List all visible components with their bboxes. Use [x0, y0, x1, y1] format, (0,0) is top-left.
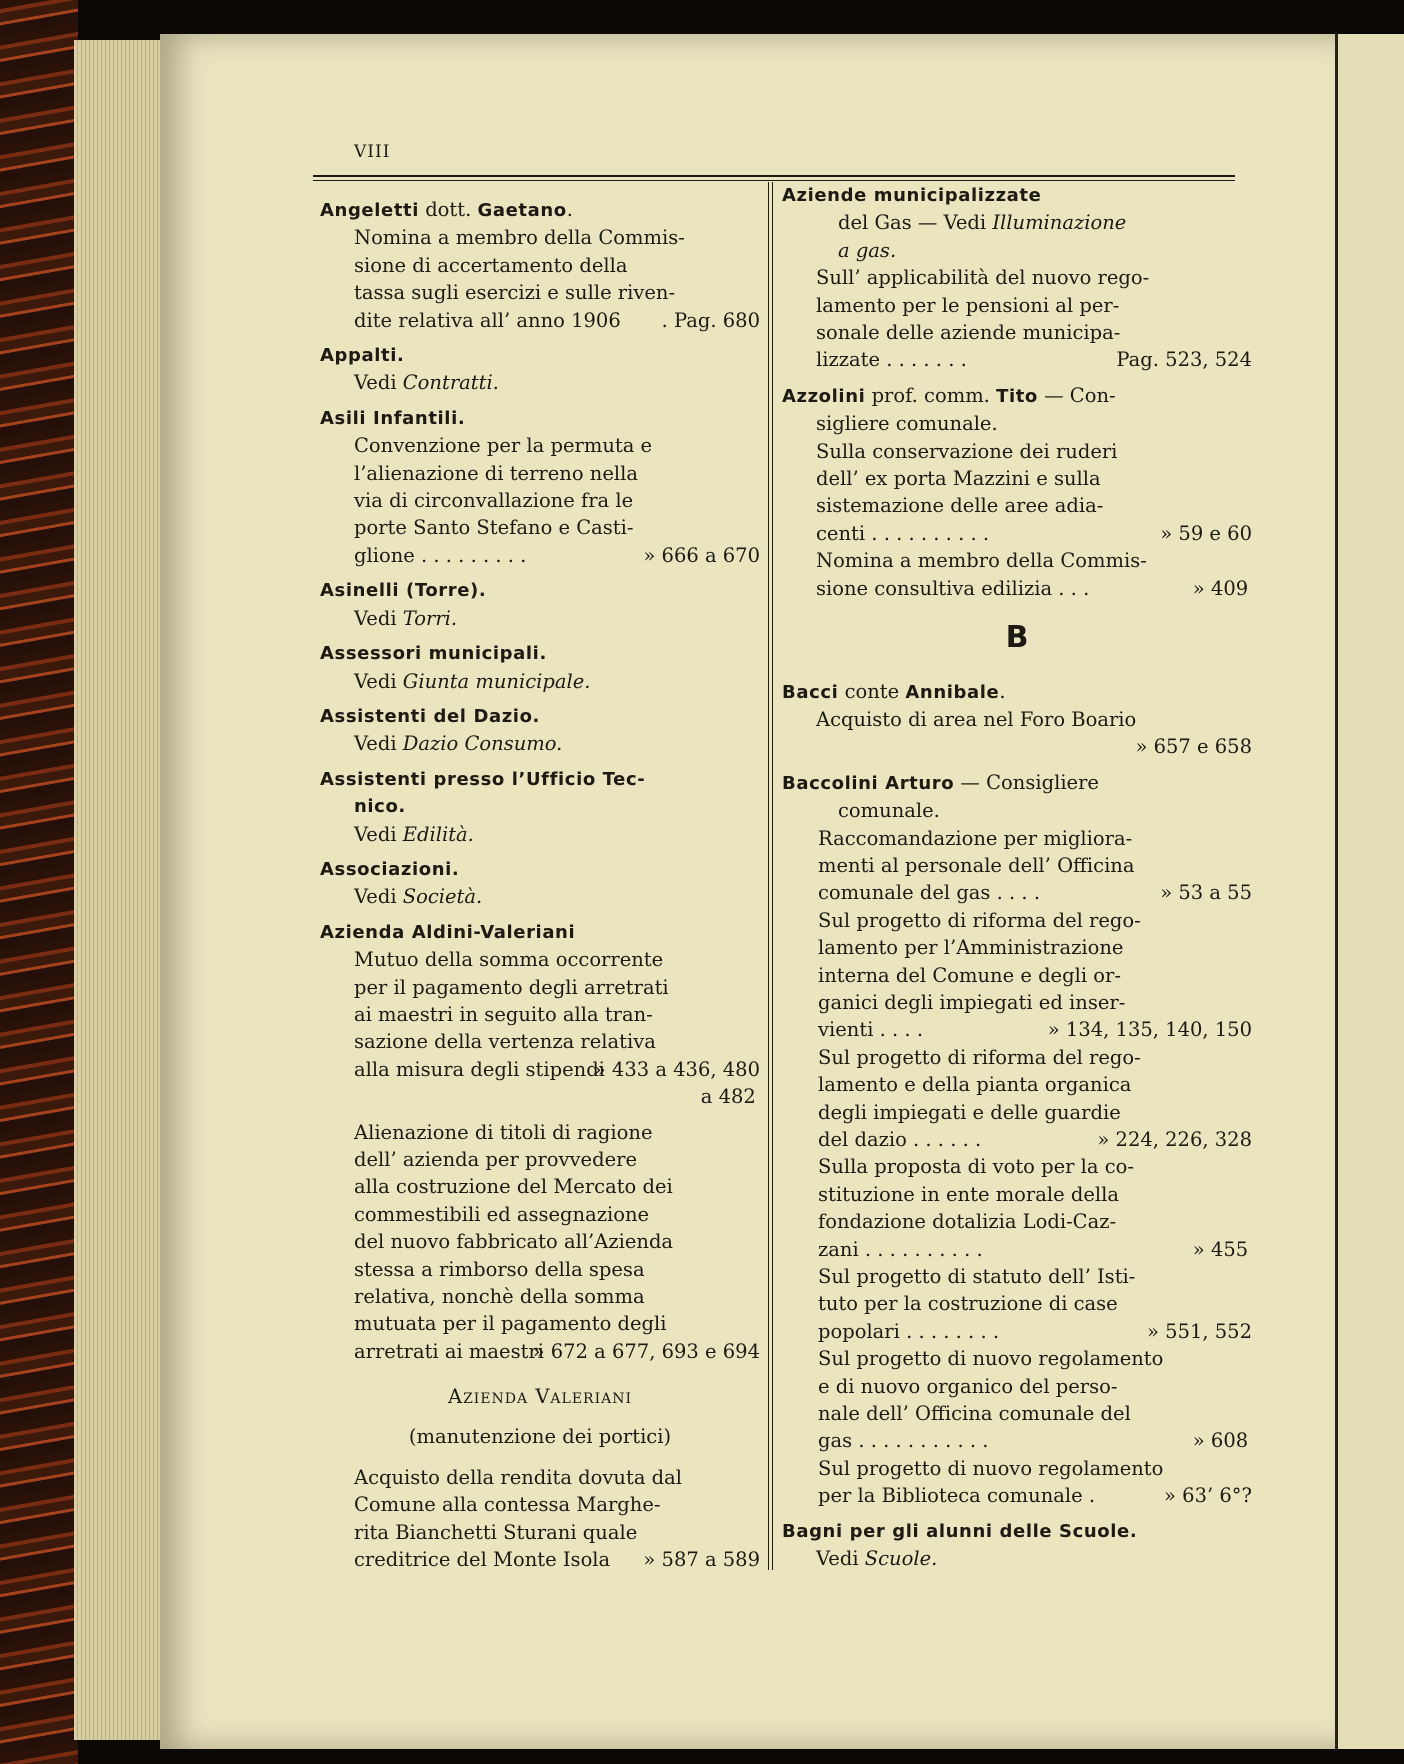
- cross-reference: Contratti.: [402, 371, 499, 395]
- entry-heading: Associazioni.: [320, 858, 460, 880]
- entry-text: Nomina a membro della Commis- sione di accertamento della tassa sugli esercizi e sulle riven- dite relativa all’ anno 1906 . Pag. 680: [320, 224, 760, 334]
- page-reference: » 666 a 670: [643, 543, 760, 567]
- index-entry-associazioni: Associazioni. Vedi Società.: [320, 856, 760, 911]
- header-rule: [313, 175, 1235, 177]
- facing-page-edge: [1335, 34, 1404, 1749]
- index-entry-angeletti: Angeletti dott. Gaetano. Nomina a membro della Commis- sione di accertamento della tassa sugli esercizi e sulle riven- dite relativa all’ anno 1906 . Pag. 680: [320, 196, 760, 334]
- entry-heading: Assistenti del Dazio.: [320, 705, 540, 727]
- index-entry-asili-infantili: Asili Infantili. Convenzione per la permuta e l’alienazione di terreno nella via di circonvallazione fra le porte Santo Stefano e Casti- glione . . . . . . . . . » 666 a 670: [320, 405, 760, 569]
- page-reference: Pag. 523, 524: [1116, 348, 1252, 372]
- page-reference: . Pag. 680: [661, 308, 760, 332]
- entry-heading: Asili Infantili.: [320, 407, 466, 429]
- entry-heading: Baccolini Arturo: [782, 772, 955, 794]
- entry-heading: Azzolini: [782, 385, 866, 407]
- index-entry-baccolini: Baccolini Arturo — Consigliere comunale. Raccomandazione per migliora- menti al personale dell’ Officina comunale del gas . . . . » 53 a 55 Sul progetto di riforma del rego- lamento per l’Amministrazione interna del Comune e degli or- ganici degli impiegati ed inser- vienti . . . . » 134, 135, 140, 150 Sul progetto di riforma del rego- lamento e della pianta organica degli impiegati e delle guardie del dazio . . . . . . » 224, 226, 328 Sulla proposta di voto per la co- stituzione in ente morale della fondazione dotalizia Lodi-Caz- zani . . . . . . . . . . » 455 Sul progetto di statuto dell’ Isti- tuto per la costruzione di case popolari . . . . . . . . » 551, 552 Sul progetto di nuovo regolamento e di nuovo organico del perso- nale dell’ Officina comunale del gas . . . . . . . . . . . » 608 Sul progetto di nuovo regolamento per la Biblioteca comunale . » 63’ 6°?: [782, 769, 1252, 1510]
- page-reference: » 551, 552: [1147, 1319, 1252, 1343]
- entry-heading: Assessori municipali.: [320, 643, 547, 665]
- index-entry-assistenti-ufficio-tecnico: Assistenti presso l’Ufficio Tec- nico. Vedi Edilità.: [320, 766, 760, 848]
- sub-entry: Sul progetto di statuto dell’ Isti- tuto per la costruzione di case popolari . . . . . . . . » 551, 552: [782, 1263, 1252, 1345]
- right-column: [782, 182, 1252, 1581]
- column-rule-thin: [772, 182, 773, 1570]
- page-reference: » 409: [1192, 576, 1249, 600]
- cross-reference: Giunta municipale.: [402, 669, 591, 693]
- page-reference: » 53 a 55: [1160, 881, 1252, 905]
- sub-entry: Sul progetto di riforma del rego- lamento per l’Amministrazione interna del Comune e degli or- ganici degli impiegati ed inser- vienti . . . . » 134, 135, 140, 150: [782, 907, 1252, 1044]
- sub-entry: Raccomandazione per migliora- menti al personale dell’ Officina comunale del gas . . . . » 53 a 55: [782, 825, 1252, 907]
- entry-heading: Bacci: [782, 681, 839, 703]
- page-reference: » 134, 135, 140, 150: [1047, 1018, 1252, 1042]
- index-entry-asinelli: Asinelli (Torre). Vedi Torri.: [320, 577, 760, 632]
- entry-heading: Angeletti: [320, 200, 419, 221]
- cross-reference: Torri.: [402, 606, 458, 630]
- entry-heading: Azienda Valeriani: [447, 1385, 632, 1409]
- page-reference: » 59 e 60: [1160, 521, 1252, 545]
- page-reference: » 224, 226, 328: [1097, 1128, 1252, 1151]
- entry-heading: Azienda Aldini-Valeriani: [320, 921, 576, 943]
- index-entry-assistenti-dazio: Assistenti del Dazio. Vedi Dazio Consumo.: [320, 703, 760, 758]
- entry-heading: Aziende municipalizzate: [782, 185, 1042, 206]
- cross-reference: Società.: [402, 885, 483, 909]
- entry-heading: Assistenti presso l’Ufficio Tec-: [320, 768, 646, 790]
- index-entry-bagni: Bagni per gli alunni delle Scuole. Vedi Scuole.: [782, 1518, 1252, 1573]
- sub-entry: Sul progetto di nuovo regolamento e di nuovo organico del perso- nale dell’ Officina comunale del gas . . . . . . . . . . . » 608: [782, 1345, 1252, 1455]
- index-entry-azienda-valeriani: Azienda Valeriani (manutenzione dei portici) Acquisto della rendita dovuta dal Comune alla contessa Marghe- rita Bianchetti Sturani quale creditrice del Monte Isola » 587 a 589: [320, 1383, 760, 1573]
- cross-reference: Scuole.: [864, 1547, 938, 1571]
- column-rule: [768, 182, 769, 1570]
- entry-heading: Bagni per gli alunni delle Scuole.: [782, 1520, 1138, 1542]
- sub-entry: Sul progetto di nuovo regolamento per la Biblioteca comunale . » 63’ 6°?: [782, 1455, 1252, 1510]
- left-column: [320, 196, 760, 1582]
- page-number: VIII: [354, 142, 391, 162]
- page-reference: » 63’ 6°?: [1164, 1484, 1252, 1508]
- index-entry-assessori: Assessori municipali. Vedi Giunta municipale.: [320, 640, 760, 695]
- sub-entry: Sul progetto di riforma del rego- lamento e della pianta organica degli impiegati e delle guardie del dazio . . . . . . » 224, 226, 328: [782, 1044, 1252, 1154]
- page-reference: » 433 a 436, 480: [593, 1057, 760, 1081]
- page-reference: » 608: [1192, 1429, 1249, 1453]
- page-reference: » 657 e 658: [1135, 735, 1252, 759]
- header-rule-thin: [313, 180, 1235, 181]
- index-entry-azienda-aldini-valeriani: Azienda Aldini-Valeriani Mutuo della somma occorrente per il pagamento degli arretrati ai maestri in seguito alla tran- sazione della vertenza relativa alla misura degli stipendi » 433 a 436, 480 a 482 Alienazione di titoli di ragione dell’ azienda per provvedere alla costruzione del Mercato dei commestibili ed assegnazione del nuovo fabbricato all’Azienda stessa a rimborso della spesa relativa, nonchè della somma mutuata per il pagamento degli arretrati ai maestri » 672 a 677, 693 e 694: [320, 919, 760, 1366]
- cross-reference: Edilità.: [402, 822, 474, 846]
- index-entry-bacci: Bacci conte Annibale. Acquisto di area nel Foro Boario » 657 e 658: [782, 678, 1252, 761]
- index-entry-aziende-municipalizzate: Aziende municipalizzate del Gas — Vedi Illuminazione a gas. Sull’ applicabilità del nuovo rego- lamento per le pensioni al per- sonale delle aziende municipa- lizzate . . . . . . . Pag. 523, 524: [782, 182, 1252, 374]
- page-reference: » 455: [1192, 1237, 1249, 1261]
- page-reference: » 587 a 589: [643, 1548, 760, 1572]
- entry-heading: Asinelli (Torre).: [320, 580, 487, 602]
- cross-reference: Dazio Consumo.: [402, 732, 563, 756]
- sub-entry: Sulla proposta di voto per la co- stituzione in ente morale della fondazione dotalizia Lodi-Caz- zani . . . . . . . . . . » 455: [782, 1153, 1252, 1263]
- index-entry-appalti: Appalti. Vedi Contratti.: [320, 342, 760, 397]
- section-letter: B: [1005, 620, 1029, 656]
- page-reference: » 672 a 677, 693 e 694: [532, 1339, 760, 1363]
- entry-heading: Appalti.: [320, 345, 405, 367]
- book-spine-marbled-edge: [0, 0, 78, 1764]
- index-entry-azzolini: Azzolini prof. comm. Tito — Con- sigliere comunale. Sulla conservazione dei ruderi dell’ ex porta Mazzini e sulla sistemazione delle aree adia- centi . . . . . . . . . . » 59 e 60 Nomina a membro della Commis- sione consultiva edilizia . . . » 409: [782, 382, 1252, 602]
